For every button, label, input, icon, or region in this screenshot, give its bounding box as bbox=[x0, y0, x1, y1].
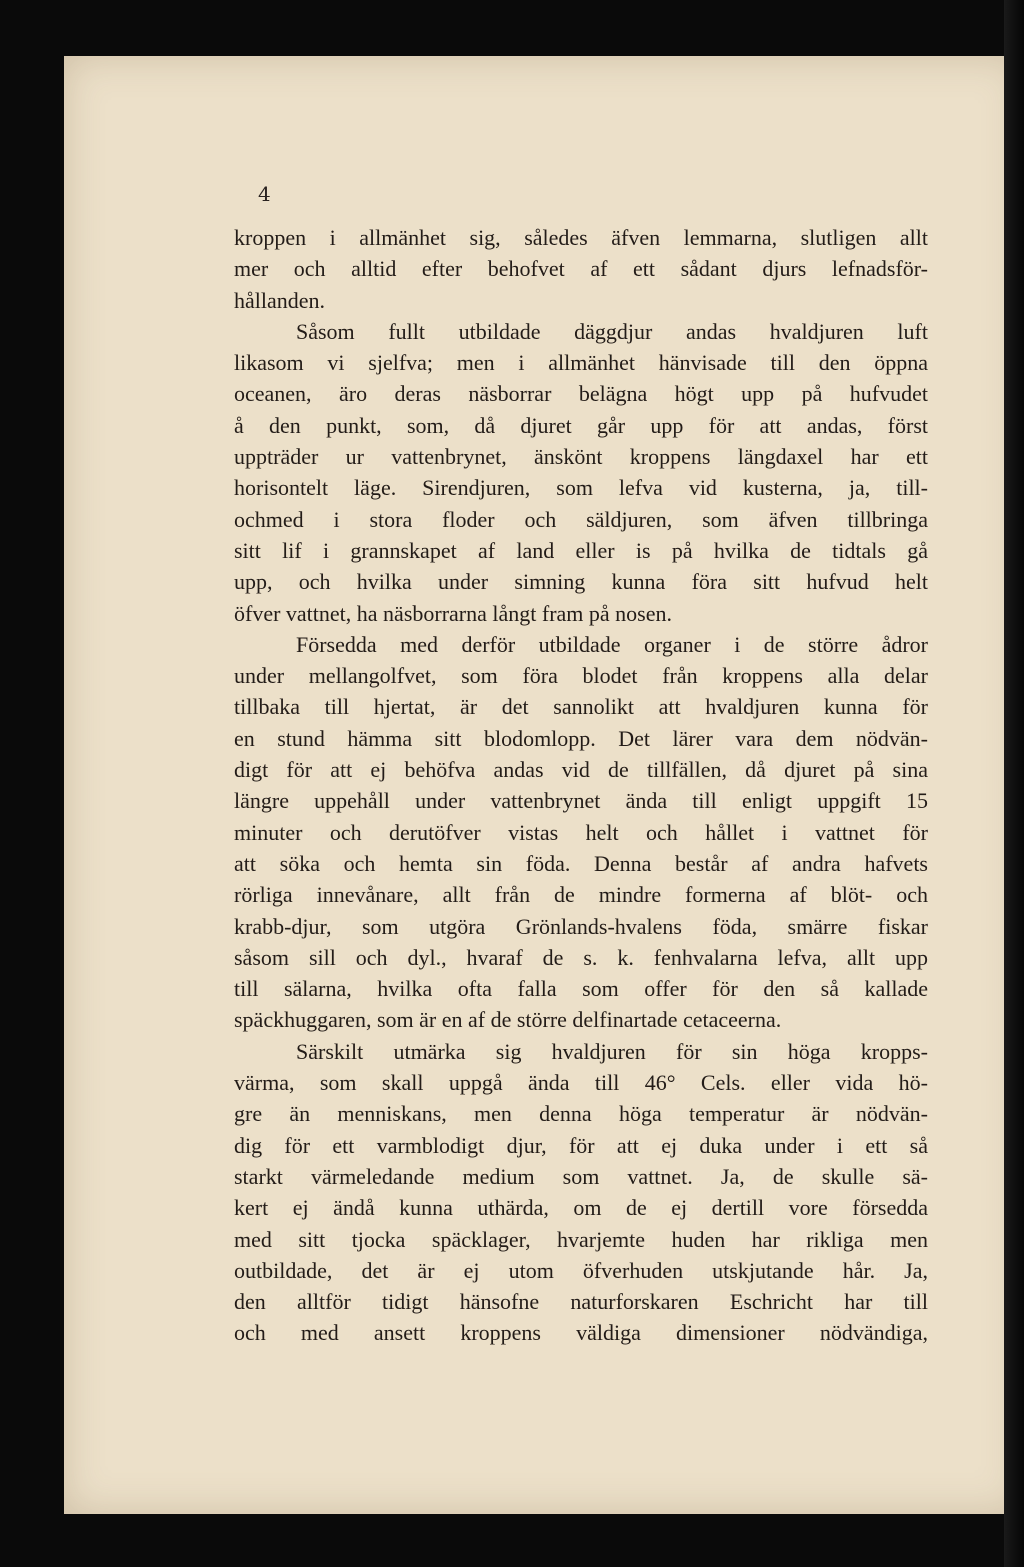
text-line: oceanen, äro deras näsborrar belägna högt upp på hufvudet bbox=[234, 381, 928, 407]
text-line: uppträder ur vattenbrynet, änskönt kroppens längdaxel har ett bbox=[234, 444, 928, 470]
text-line: sitt lif i grannskapet af land eller is på hvilka de tidtals gå bbox=[234, 537, 928, 563]
text-line: hållanden. bbox=[234, 287, 326, 313]
text-line: krabb-djur, som utgöra Grönlands-hvalens föda, smärre fiskar bbox=[234, 913, 928, 939]
text-line: horisontelt läge. Sirendjuren, som lefva vid kusterna, ja, till- bbox=[234, 475, 928, 501]
text-line: ochmed i stora floder och säldjuren, som äfven tillbringa bbox=[234, 506, 928, 532]
text-line: starkt värmeledande medium som vattnet. Ja, de skulle sä- bbox=[234, 1163, 928, 1189]
text-line: värma, som skall uppgå ända till 46° Cels. eller vida hö- bbox=[234, 1070, 928, 1096]
text-line: till sälarna, hvilka ofta falla som offer för den så kallade bbox=[234, 976, 928, 1002]
body-text bbox=[234, 222, 928, 1349]
text-line: å den punkt, som, då djuret går upp för att andas, först bbox=[234, 412, 928, 438]
text-line: digt för att ej behöfva andas vid de tillfällen, då djuret på sina bbox=[234, 757, 928, 783]
text-line: kert ej ändå kunna uthärda, om de ej dertill vore försedda bbox=[234, 1195, 928, 1221]
page-edge-shadow bbox=[1004, 0, 1024, 1567]
text-line: tillbaka till hjertat, är det sannolikt att hvaldjuren kunna för bbox=[234, 694, 928, 720]
text-line: en stund hämma sitt blodomlopp. Det lärer vara dem nödvän- bbox=[234, 725, 928, 751]
text-line: med sitt tjocka späcklager, hvarjemte huden har rikliga men bbox=[234, 1226, 928, 1252]
text-line: mer och alltid efter behofvet af ett sådant djurs lefnadsför- bbox=[234, 256, 928, 282]
text-line: gre än menniskans, men denna höga temperatur är nödvän- bbox=[234, 1101, 928, 1127]
text-line: outbildade, det är ej utom öfverhuden utskjutande hår. Ja, bbox=[234, 1257, 928, 1283]
text-line: kroppen i allmänhet sig, således äfven lemmarna, slutligen allt bbox=[234, 225, 928, 250]
text-line: Försedda med derför utbildade organer i de större ådror bbox=[296, 631, 928, 657]
text-line: längre uppehåll under vattenbrynet ända till enligt uppgift 15 bbox=[234, 788, 928, 814]
page-number: 4 bbox=[258, 182, 271, 206]
text-line: och med ansett kroppens väldiga dimensioner nödvändiga, bbox=[234, 1320, 928, 1346]
text-line: såsom sill och dyl., hvaraf de s. k. fenhvalarna lefva, allt upp bbox=[234, 944, 928, 970]
text-line: att söka och hemta sin föda. Denna består af andra hafvets bbox=[234, 850, 928, 876]
text-line: den alltför tidigt hänsofne naturforskaren Eschricht har till bbox=[234, 1289, 928, 1315]
text-line: minuter och derutöfver vistas helt och hållet i vattnet för bbox=[234, 819, 928, 845]
text-line: upp, och hvilka under simning kunna föra sitt hufvud helt bbox=[234, 569, 928, 595]
text-line: öfver vattnet, ha näsborrarna långt fram på nosen. bbox=[234, 600, 672, 626]
text-line: dig för ett varmblodigt djur, för att ej duka under i ett så bbox=[234, 1132, 928, 1158]
text-line: späckhuggaren, som är en af de större delfinartade cetaceerna. bbox=[234, 1007, 782, 1033]
text-line: Såsom fullt utbildade däggdjur andas hvaldjuren luft bbox=[296, 318, 928, 344]
text-line: rörliga innevånare, allt från de mindre formerna af blöt- och bbox=[234, 882, 928, 908]
text-line: under mellangolfvet, som föra blodet från kroppens alla delar bbox=[234, 663, 928, 689]
text-line: likasom vi sjelfva; men i allmänhet hänvisade till den öppna bbox=[234, 350, 928, 376]
text-line: Särskilt utmärka sig hvaldjuren för sin höga kropps- bbox=[296, 1038, 928, 1064]
